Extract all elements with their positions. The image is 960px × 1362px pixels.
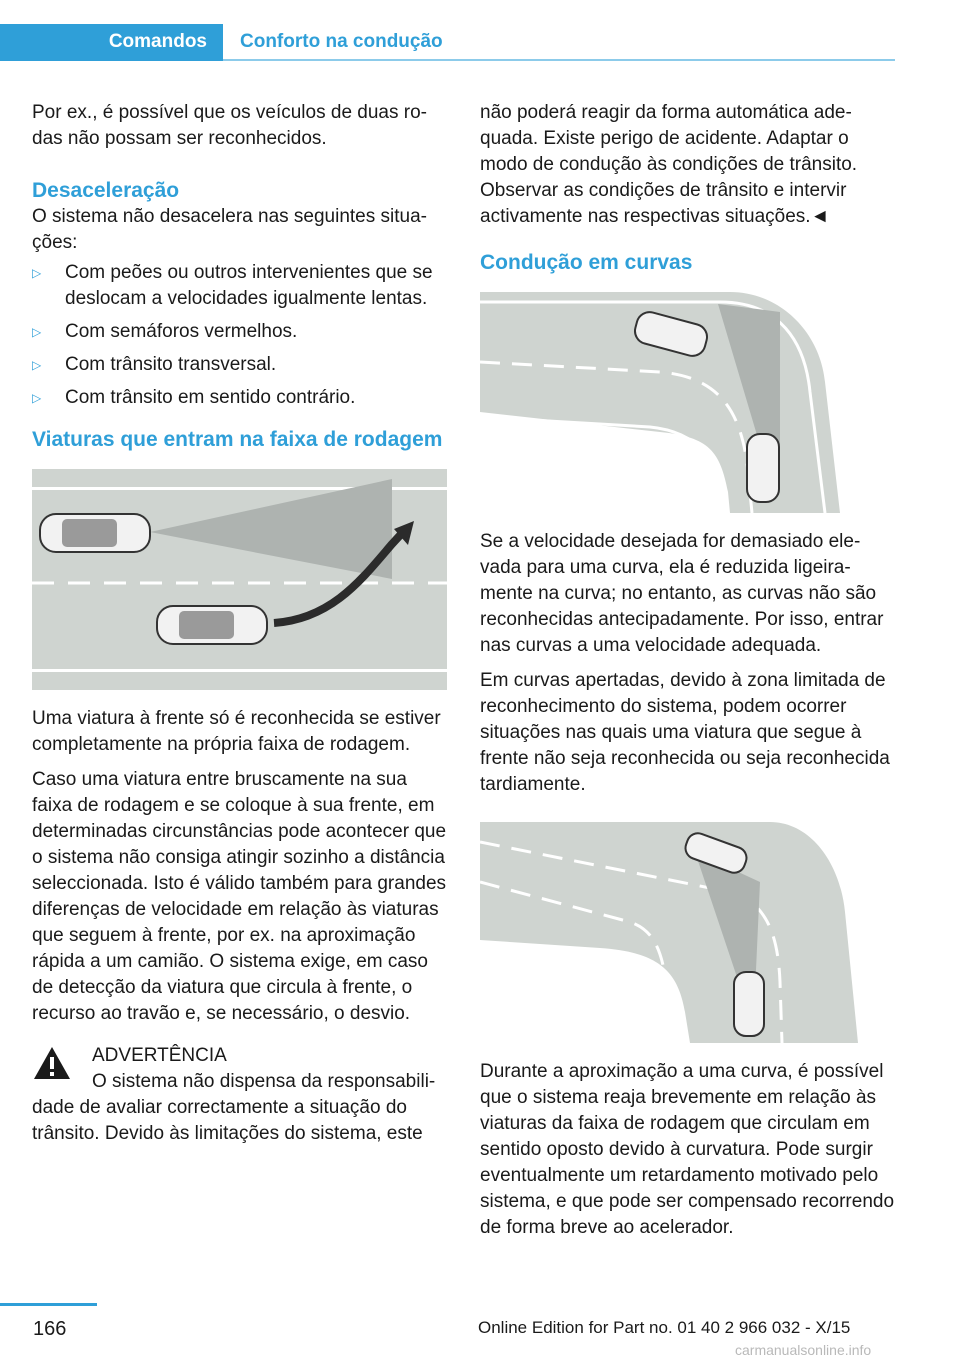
warning-block	[32, 1043, 447, 1069]
curves-paragraph-3: Durante a aproximação a uma curva, é possível que o sistema reaja brevemente em relação às viaturas da faixa de rodagem que circulam em sentido oposto devido à curvatura. Pode surgir eventualmente um retardamento motivado pelo sistema, e que pode ser compensado recorrendo de forma breve ao acelerador.	[480, 1061, 895, 1238]
watermark: carmanualsonline.info	[735, 1342, 872, 1358]
tab-underline-active	[0, 59, 223, 61]
footer-rule	[0, 1303, 97, 1306]
decel-intro: O sistema não desacelera nas seguintes situações:	[32, 206, 427, 253]
curve-illustration-1	[480, 292, 895, 513]
heading-conducao-em-curvas: Condução em curvas	[480, 251, 693, 274]
list-item: ▷ Com semáforos vermelhos.	[32, 319, 447, 345]
warning-text: O sistema não dispensa da responsabilidade de avaliar correctamente a situação do trânsito. Devido às limitações do sistema, este	[32, 1071, 436, 1144]
tab-comandos[interactable]: Comandos	[0, 24, 223, 60]
car-icon	[747, 434, 779, 502]
car-icon	[157, 606, 267, 644]
curves-paragraph-2: Em curvas apertadas, devido à zona limitada de reconhecimento do sistema, podem ocorrer situações nas quais uma viatura que segue à frente não seja reconhecida ou seja reconhecida tardiamente.	[480, 670, 890, 795]
list-item: ▷ Com trânsito em sentido contrário.	[32, 385, 447, 411]
cut-in-illustration	[32, 469, 447, 690]
heading-desaceleracao: Desaceleração	[32, 179, 180, 202]
left-column	[32, 100, 447, 1147]
page-number: 166	[33, 1318, 67, 1340]
list-item: ▷ Com trânsito transversal.	[32, 352, 447, 378]
triangle-bullet-icon: ▷	[32, 391, 42, 405]
right-column	[480, 100, 895, 1250]
chapter-tabs	[0, 24, 895, 62]
warning-title: ADVERTÊNCIA	[92, 1045, 227, 1066]
curve-diagram-1	[480, 292, 895, 513]
cut-in-diagram	[32, 469, 447, 690]
cutin-paragraph-2: Caso uma viatura entre bruscamente na sua faixa de rodagem e se coloque à sua frente, em determinadas circunstâncias pode acontecer que o sistema não consiga atingir sozinho a distância seleccionada. Isto é válido também para grandes diferenças de velocidade em relação às viaturas que seguem à frente, por ex. na aproximação rápida a um camião. O sistema exige, em caso de detecção da viatura que circula à frente, o recurso ao travão e, se necessário, o desvio.	[32, 769, 447, 1024]
triangle-bullet-icon: ▷	[32, 325, 42, 339]
warning-triangle-icon	[32, 1045, 72, 1081]
edition-line: Online Edition for Part no. 01 40 2 966 032 - X/15	[478, 1318, 851, 1337]
heading-viaturas-que-entram: Viaturas que entram na faixa de rodagem	[32, 428, 443, 451]
tab-conforto-na-conducao[interactable]: Conforto na condução	[240, 31, 443, 52]
curve-illustration-2	[480, 822, 895, 1043]
car-icon	[734, 972, 764, 1036]
intro-paragraph: Por ex., é possível que os veículos de duas rodas não possam ser reconhecidos.	[32, 102, 427, 149]
triangle-bullet-icon: ▷	[32, 358, 42, 372]
tab-underline	[223, 59, 895, 61]
decel-list	[32, 260, 447, 411]
triangle-bullet-icon: ▷	[32, 266, 42, 280]
warning-continuation: não poderá reagir da forma automática adequada. Existe perigo de acidente. Adaptar o modo de condução às condições de trânsito. Observar as condições de trânsito e intervir activamente nas respectivas situações.◄	[480, 102, 858, 227]
cutin-paragraph-1: Uma viatura à frente só é reconhecida se estiver completamente na própria faixa de rodagem.	[32, 708, 441, 755]
curves-paragraph-1: Se a velocidade desejada for demasiado elevada para uma curva, ela é reduzida ligeiramente na curva; no entanto, as curvas não são reconhecidas antecipadamente. Por isso, entrar nas curvas a uma velocidade adequada.	[480, 531, 884, 656]
list-item: ▷ Com peões ou outros intervenientes que se deslocam a velocidades igualmente lentas.	[32, 262, 433, 309]
curve-diagram-2	[480, 822, 895, 1043]
car-icon	[40, 514, 150, 552]
